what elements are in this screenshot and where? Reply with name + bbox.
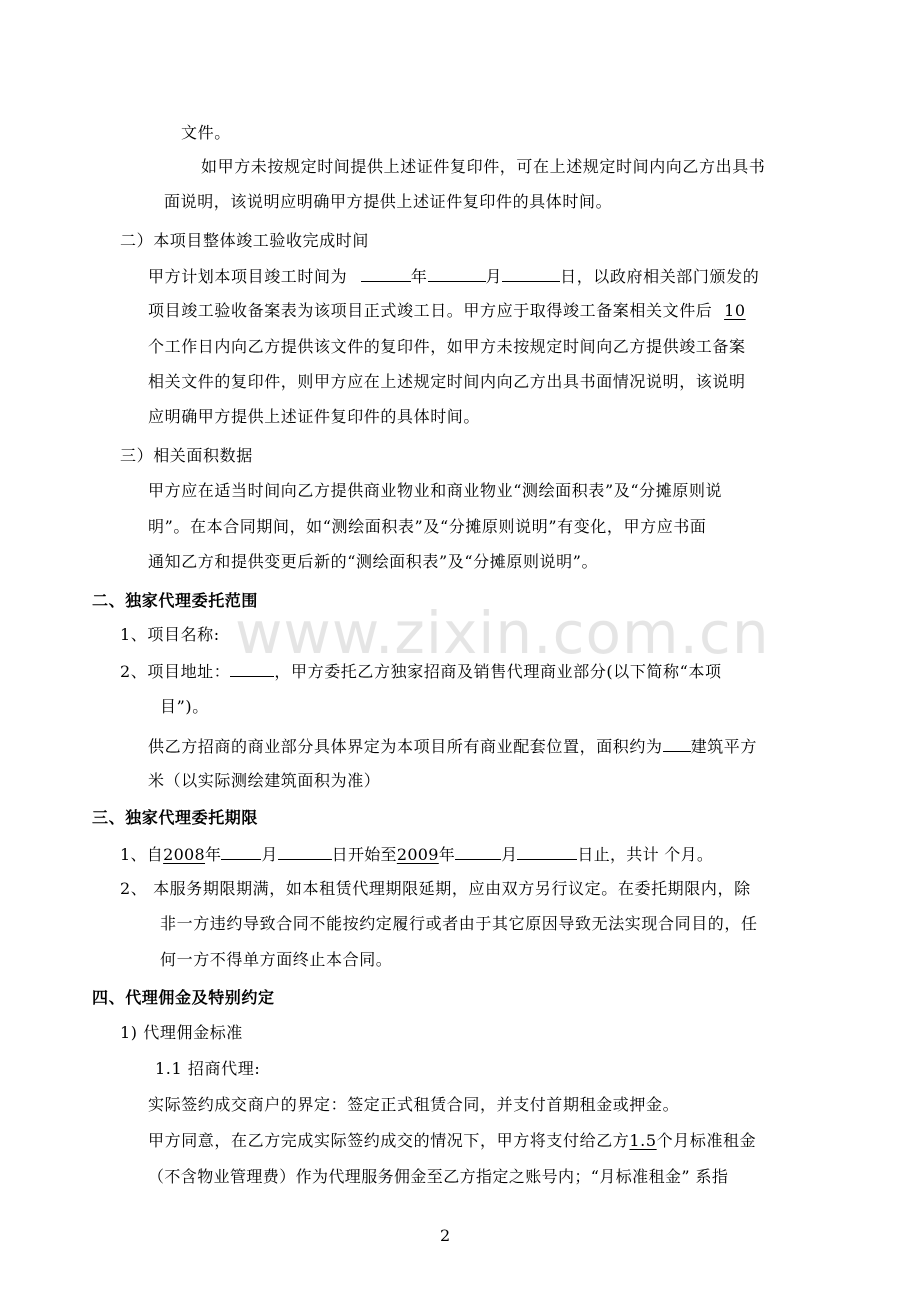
text-run: 日开始至 (331, 845, 397, 864)
paragraph-line: 相关文件的复印件，则甲方应在上述规定时间内向乙方出具书面情况说明，该说明 (148, 372, 746, 391)
blank-field (221, 842, 261, 860)
paragraph-line: 应明确甲方提供上述证件复印件的具体时间。 (148, 407, 481, 426)
text-run: 个月标准租金 (656, 1131, 757, 1150)
text-run: 项目竣工验收备案表为该项目正式竣工日。甲方应于取得竣工备案相关文件后 (148, 301, 713, 320)
section-heading: 四、代理佣金及特别约定 (92, 988, 275, 1007)
paragraph-line: 文件。 (181, 123, 231, 142)
paragraph-line: 实际签约成交商户的界定：签定正式租赁合同，并支付首期租金或押金。 (148, 1095, 680, 1114)
text-run: 年 (205, 845, 222, 864)
list-item (120, 659, 722, 684)
section-heading: 二、独家代理委托范围 (92, 591, 259, 610)
text-run: 建筑平方 (690, 737, 758, 756)
text-run: 日，以政府相关部门颁发的 (560, 267, 760, 286)
paragraph-line: 如甲方未按规定时间提供上述证件复印件，可在上述规定时间内向乙方出具书 (201, 157, 766, 176)
subsection-heading: 1) 代理佣金标准 (120, 1023, 243, 1042)
subsection-heading: 1.1 招商代理: (155, 1059, 261, 1078)
paragraph-line: 米（以实际测绘建筑面积为准） (148, 771, 381, 790)
text-run: 年 (438, 845, 456, 864)
text-run: 月 (261, 845, 278, 864)
subsection-heading: 二）本项目整体竣工验收完成时间 (120, 231, 370, 250)
watermark: www.zixin.com.cn (235, 599, 770, 667)
blank-field (428, 264, 486, 282)
paragraph-line: 面说明，该说明应明确甲方提供上述证件复印件的具体时间。 (164, 192, 613, 211)
text-run: ，甲方委托乙方独家招商及销售代理商业部分(以下简称“本项 (274, 662, 722, 681)
list-item: 2、 本服务期限期满，如本租赁代理期限延期，应由双方另行议定。在委托期限内，除 (120, 879, 751, 898)
blank-field (230, 659, 274, 677)
filled-value: 2008 (163, 845, 206, 864)
blank-field (502, 264, 560, 282)
text-run: 月 (501, 845, 518, 864)
text-run: 年 (410, 267, 428, 286)
blank-field (455, 842, 501, 860)
paragraph-line: 目”)。 (160, 697, 209, 716)
paragraph-line (148, 299, 746, 323)
paragraph-line: （不含物业管理费）作为代理服务佣金至乙方指定之账号内；“月标准租金” 系指 (148, 1167, 729, 1186)
text-run: 甲方计划本项目竣工时间为 (148, 267, 348, 286)
blank-field (361, 264, 411, 282)
subsection-heading: 三）相关面积数据 (120, 446, 253, 465)
text-run: 2、项目地址： (120, 662, 231, 681)
paragraph-line (148, 264, 759, 289)
paragraph-line: 甲方应在适当时间向乙方提供商业物业和商业物业“测绘面积表”及“分摊原则说 (148, 481, 723, 500)
paragraph-line: 通知乙方和提供变更后新的“测绘面积表”及“分摊原则说明”。 (148, 552, 599, 571)
text-run: 1、自 (120, 845, 164, 864)
paragraph-line (148, 734, 757, 759)
text-run: 供乙方招商的商业部分具体界定为本项目所有商业配套位置，面积约为 (148, 737, 663, 756)
blank-field (278, 842, 332, 860)
text-run: 日止，共计 个月。 (577, 845, 714, 864)
paragraph-line: 非一方违约导致合同不能按约定履行或者由于其它原因导致无法实现合同目的，任 (160, 914, 758, 933)
paragraph-line: 个工作日内向乙方提供该文件的复印件，如甲方未按规定时间向乙方提供竣工备案 (148, 337, 746, 356)
paragraph-line (148, 1129, 756, 1153)
paragraph-line: 明”。在本合同期间，如“测绘面积表”及“分摊原则说明”有变化，甲方应书面 (148, 517, 707, 536)
filled-value: 2009 (396, 845, 439, 864)
text-run: 月 (485, 267, 503, 286)
filled-value: 1.5 (629, 1131, 657, 1150)
section-heading: 三、独家代理委托期限 (92, 808, 259, 827)
blank-field (517, 842, 577, 860)
blank-field (663, 734, 691, 752)
page-number: 2 (440, 1226, 451, 1245)
paragraph-line: 何一方不得单方面终止本合同。 (160, 950, 393, 969)
text-run: 甲方同意，在乙方完成实际签约成交的情况下，甲方将支付给乙方 (148, 1131, 630, 1150)
list-item (120, 842, 713, 867)
filled-value: 10 (724, 301, 746, 320)
list-item: 1、项目名称: (120, 625, 220, 644)
